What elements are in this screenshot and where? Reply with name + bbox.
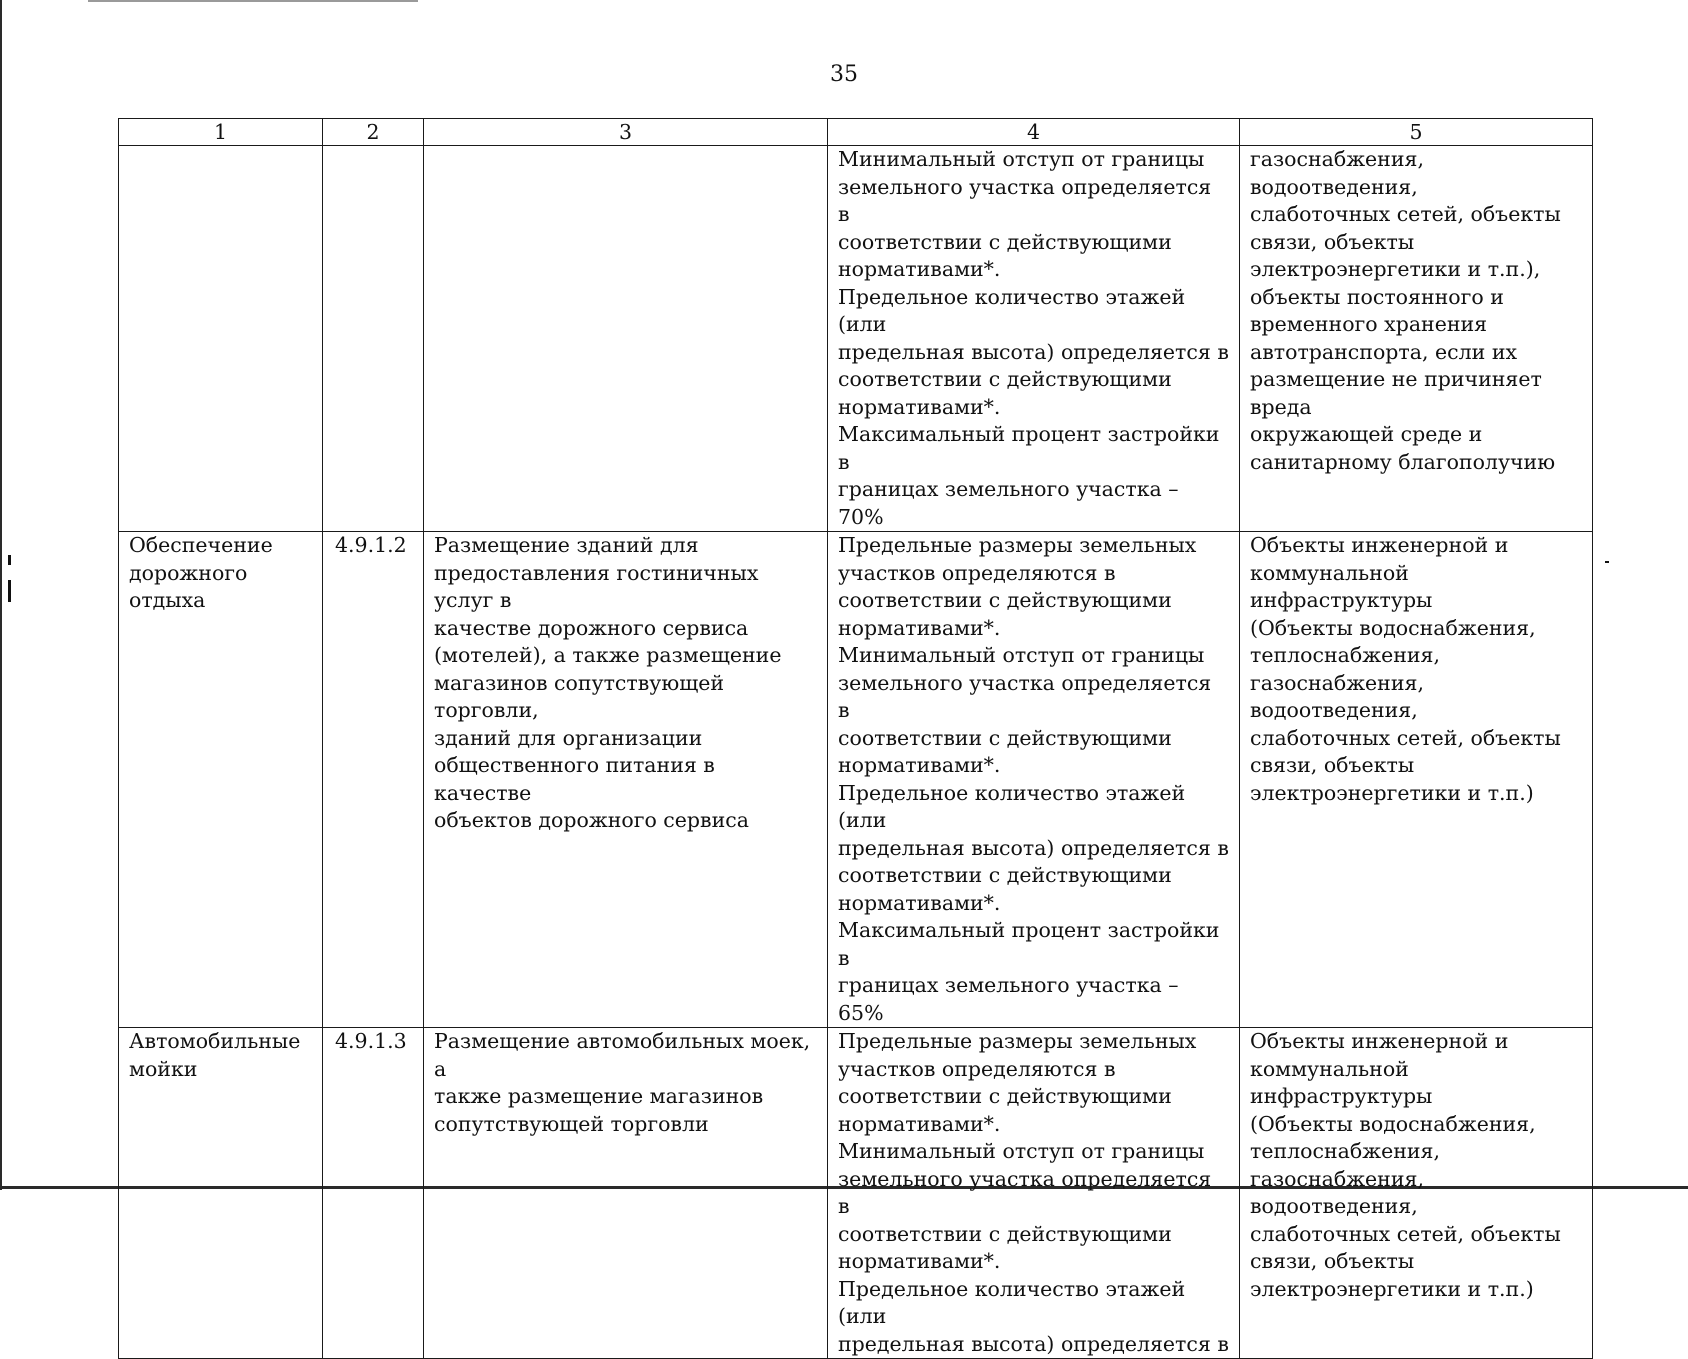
auxiliary-objects-text: Объекты инженерной и коммунальной инфраструктуры (Объекты водоснабжения, теплоснабжения, газоснабжения, водоотведения, слаботочных сетей, объекты связи, объекты электроэнергетики и т.п.) [1250,533,1561,805]
use-name-text: Обеспечение дорожного отдыха [129,533,273,612]
column-header-3: 3 [424,119,828,146]
use-code-text: 4.9.1.2 [335,533,407,557]
use-code-cell [323,1028,424,1359]
use-name-cell [119,532,323,1028]
use-parameters-text: Предельные размеры земельных участков определяются в соответствии с действующими нормативами*. Минимальный отступ от границы земельного участка определяется в соответствии с действующими нормативами*. Предельное количество этажей (или предельная высота) определяется в [838,1029,1229,1356]
use-description-text: Размещение зданий для предоставления гостиничных услуг в качестве дорожного сервиса (мотелей), а также размещение магазинов сопутствующей торговли, зданий для организации общественного питания в качестве объектов дорожного сервиса [434,533,782,832]
scan-artifact-mark [8,555,11,565]
table-row [119,1028,1593,1359]
column-header-2: 2 [323,119,424,146]
use-name-cell [119,1028,323,1359]
table-header-row [119,119,1593,146]
column-header-5: 5 [1240,119,1593,146]
use-parameters-text: Предельные размеры земельных участков определяются в соответствии с действующими нормативами*. Минимальный отступ от границы земельного участка определяется в соответствии с действующими нормативами*. Предельное количество этажей (или предельная высота) определяется в соответствии с действующими нормативами*. Максимальный процент застройки в границах земельного участка – 65% [838,533,1229,1025]
use-name-cell [119,146,323,532]
use-parameters-text: Минимальный отступ от границы земельного участка определяется в соответствии с действующими нормативами*. Предельное количество этажей (или предельная высота) определяется в соответствии с действующими нормативами*. Максимальный процент застройки в границах земельного участка – 70% [838,147,1229,529]
column-header-4: 4 [828,119,1240,146]
auxiliary-objects-text: газоснабжения, водоотведения, слаботочных сетей, объекты связи, объекты электроэнергетики и т.п.), объекты постоянного и временного хранения автотранспорта, если их размещение не причиняет вреда окружающей среде и санитарному благополучию [1250,147,1561,474]
page-number: 35 [830,62,858,87]
use-description-text: Размещение автомобильных моек, а также размещение магазинов сопутствующей торговли [434,1029,811,1136]
use-code-cell [323,146,424,532]
scan-artifact-top-line [88,0,418,2]
use-code-cell [323,532,424,1028]
column-header-1: 1 [119,119,323,146]
scan-artifact-mark [8,580,11,602]
use-name-text: Автомобильные мойки [129,1029,301,1081]
scan-artifact-mark [1605,561,1609,563]
auxiliary-objects-cell [1240,1028,1593,1359]
use-description-cell [424,1028,828,1359]
auxiliary-objects-text: Объекты инженерной и коммунальной инфраструктуры (Объекты водоснабжения, теплоснабжения, газоснабжения, водоотведения, слаботочных сетей, объекты связи, объекты электроэнергетики и т.п.) [1250,1029,1561,1301]
scan-artifact-left-edge [0,0,2,1190]
auxiliary-objects-cell [1240,532,1593,1028]
use-description-cell [424,532,828,1028]
table-row [119,146,1593,532]
use-code-text: 4.9.1.3 [335,1029,407,1053]
use-parameters-cell [828,532,1240,1028]
land-use-table [118,118,1593,1359]
auxiliary-objects-cell [1240,146,1593,532]
use-parameters-cell [828,1028,1240,1359]
use-description-cell [424,146,828,532]
use-parameters-cell [828,146,1240,532]
table-row [119,532,1593,1028]
